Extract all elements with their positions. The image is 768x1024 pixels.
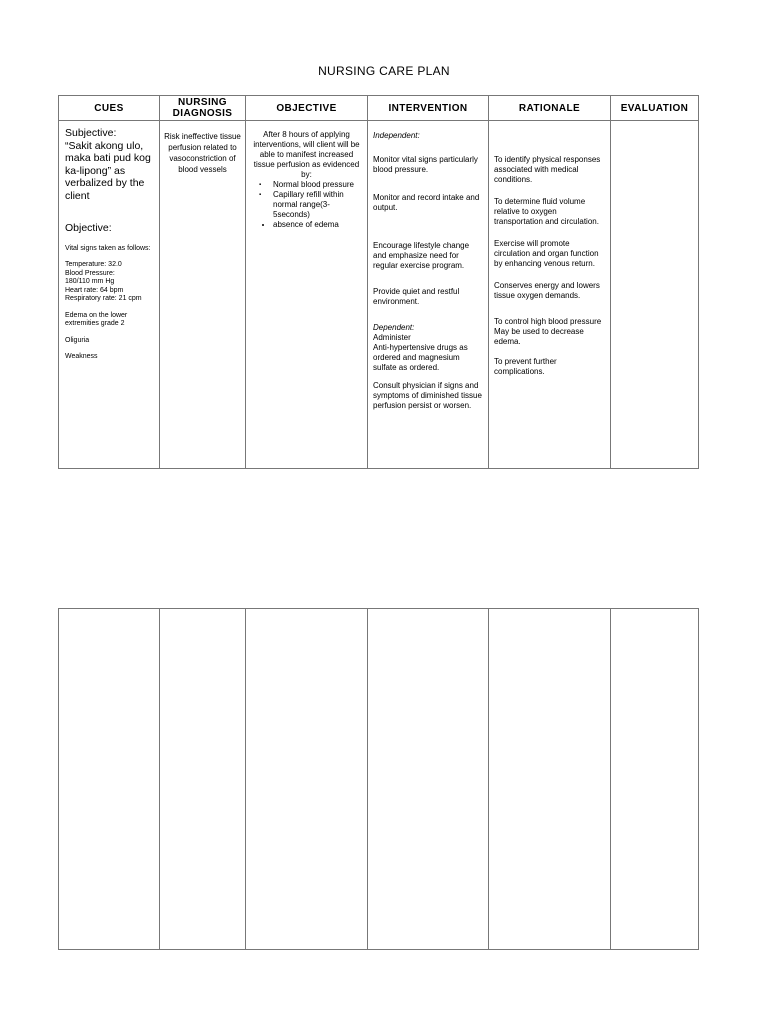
empty-row xyxy=(59,609,699,950)
header-intervention: INTERVENTION xyxy=(368,96,489,121)
rationale-item: To identify physical responses associated with medical conditions. xyxy=(494,155,601,184)
objective-intro: After 8 hours of applying interventions, will client will be able to manifest increased tissue perfusion as evidenced by: xyxy=(253,130,360,179)
subjective-quote: “Sakit akong ulo, maka bati pud kog ka-lipong” as verbalized by the client xyxy=(65,139,151,202)
rationale-item: Conserves energy and lowers tissue oxygen demands. xyxy=(494,281,600,300)
page-title: NURSING CARE PLAN xyxy=(318,64,450,78)
objective-cell xyxy=(246,121,368,469)
objective-item: ▪ Normal blood pressure xyxy=(273,180,362,190)
empty-continuation-table xyxy=(58,608,699,950)
header-rationale: RATIONALE xyxy=(489,96,611,121)
rationale-item: To prevent further complications. xyxy=(494,357,557,376)
edema-cue: Edema on the lower extremities grade 2 xyxy=(65,311,128,327)
heart-rate: Heart rate: 64 bpm xyxy=(65,286,124,294)
empty-cell xyxy=(368,609,489,950)
objective-item: ▪ Capillary refill within normal range(3- 5seconds) xyxy=(273,190,362,220)
empty-cell xyxy=(489,609,611,950)
care-plan-table xyxy=(58,95,699,469)
cues-cell xyxy=(59,121,160,469)
intervention-item: Consult physician if signs and symptoms of diminished tissue perfusion persist or worsen. xyxy=(373,381,482,410)
diagnosis-cell xyxy=(160,121,246,469)
objective-list xyxy=(251,180,362,230)
subjective-label: Subjective: xyxy=(65,127,117,139)
bp-value: 180/110 mm Hg xyxy=(65,278,115,285)
header-evaluation: EVALUATION xyxy=(611,96,699,121)
dependent-label: Dependent: xyxy=(373,323,415,332)
independent-label: Independent: xyxy=(373,131,420,140)
diagnosis-text: Risk ineffective tissue perfusion related to vasoconstriction of blood vessels xyxy=(164,132,241,174)
weakness-cue: Weakness xyxy=(65,353,98,360)
intervention-item: Provide quiet and restful environment. xyxy=(373,287,460,306)
empty-cell xyxy=(611,609,699,950)
respiratory-rate: Respiratory rate: 21 cpm xyxy=(65,295,142,302)
rationale-cell xyxy=(489,121,611,469)
temperature: Temperature: 32.0 xyxy=(65,261,122,268)
evaluation-cell xyxy=(611,121,699,469)
empty-cell xyxy=(59,609,160,950)
empty-cell xyxy=(160,609,246,950)
plan-row xyxy=(59,121,699,469)
rationale-item: To control high blood pressure xyxy=(494,317,602,326)
header-nursing-diagnosis: NURSING DIAGNOSIS xyxy=(160,96,246,121)
intervention-item: Monitor and record intake and output. xyxy=(373,193,480,212)
bp-label: Blood Pressure: xyxy=(65,269,115,277)
intervention-item: Encourage lifestyle change and emphasize need for regular exercise program. xyxy=(373,241,470,270)
intervention-item: Administer xyxy=(373,333,411,342)
header-row xyxy=(59,96,699,121)
rationale-item: May be used to decrease edema. xyxy=(494,327,584,346)
rationale-item: To determine fluid volume relative to oxygen transportation and circulation. xyxy=(494,197,599,226)
vitals-intro: Vital signs taken as follows: xyxy=(65,244,151,252)
intervention-item: Monitor vital signs particularly blood pressure. xyxy=(373,155,478,174)
intervention-item: Anti-hypertensive drugs as ordered and magnesium sulfate as ordered. xyxy=(373,343,468,372)
objective-item: • absence of edema xyxy=(273,220,362,230)
oliguria-cue: Oliguria xyxy=(65,336,90,344)
intervention-cell xyxy=(368,121,489,469)
empty-cell xyxy=(246,609,368,950)
rationale-item: Exercise will promote circulation and organ function by enhancing venous return. xyxy=(494,239,599,268)
objective-label: Objective: xyxy=(65,222,112,234)
header-cues: CUES xyxy=(59,96,160,121)
header-objective: OBJECTIVE xyxy=(246,96,368,121)
